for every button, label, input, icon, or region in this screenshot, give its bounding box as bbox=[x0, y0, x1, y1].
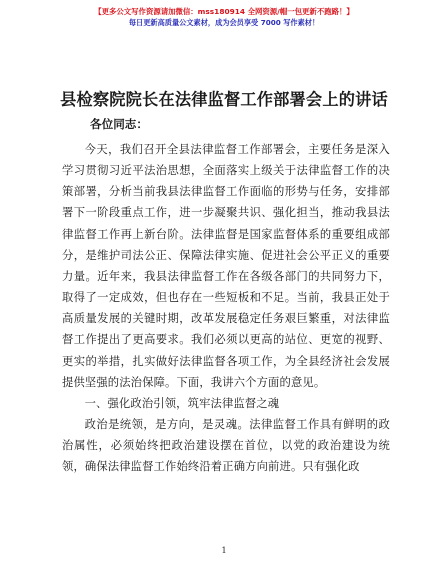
promo-line-membership: 每日更新高质量公文素材，成为会员享受 7000 写作素材！ bbox=[128, 18, 320, 27]
promo-banner bbox=[0, 6, 448, 28]
section-paragraph: 政治是统领，是方向，是灵魂。法律监督工作具有鲜明的政治属性，必须始终把政治建设摆在首位，以党的政治建设为统领，确保法律监督工作始终沿着正确方向前进。只有强化政 bbox=[62, 418, 390, 474]
section-heading: 一、强化政治引领，筑牢法律监督之魂 bbox=[84, 396, 280, 410]
document-body bbox=[62, 139, 390, 478]
intro-paragraph: 今天，我们召开全县法律监督工作部署会，主要任务是深入学习贯彻习近平法治思想，全面落实上级关于法律监督工作的决策部署，分析当前我县法律监督工作面临的形势与任务，安排部署下一阶段重点工作，进一步凝聚共识、强化担当，推动我县法律监督工作再上新台阶。法律监督是国家监督体系的重要组成部分，是维护司法公正、保障法律实施、促进社会公平正义的重要力量。近年来，我县法律监督工作在各级各部门的共同努力下，取得了一定成效，但也存在一些短板和不足。当前，我县正处于高质量发展的关键时期，改革发展稳定任务艰巨繁重，对法律监督工作提出了更高要求。我们必须以更高的站位、更宽的视野、更实的举措，扎实做好法律监督各项工作，为全县经济社会发展提供坚强的法治保障。下面，我讲六个方面的意见。 bbox=[62, 143, 390, 389]
promo-line-wechat: 【更多公文写作资源请加微信：mss180914 全网资源/帽一包更新不跑路！】 bbox=[94, 7, 354, 16]
page-number: 1 bbox=[221, 546, 227, 555]
document-title: 县检察院院长在法律监督工作部署会上的讲话 bbox=[60, 90, 388, 109]
salutation: 各位同志： bbox=[90, 117, 148, 131]
